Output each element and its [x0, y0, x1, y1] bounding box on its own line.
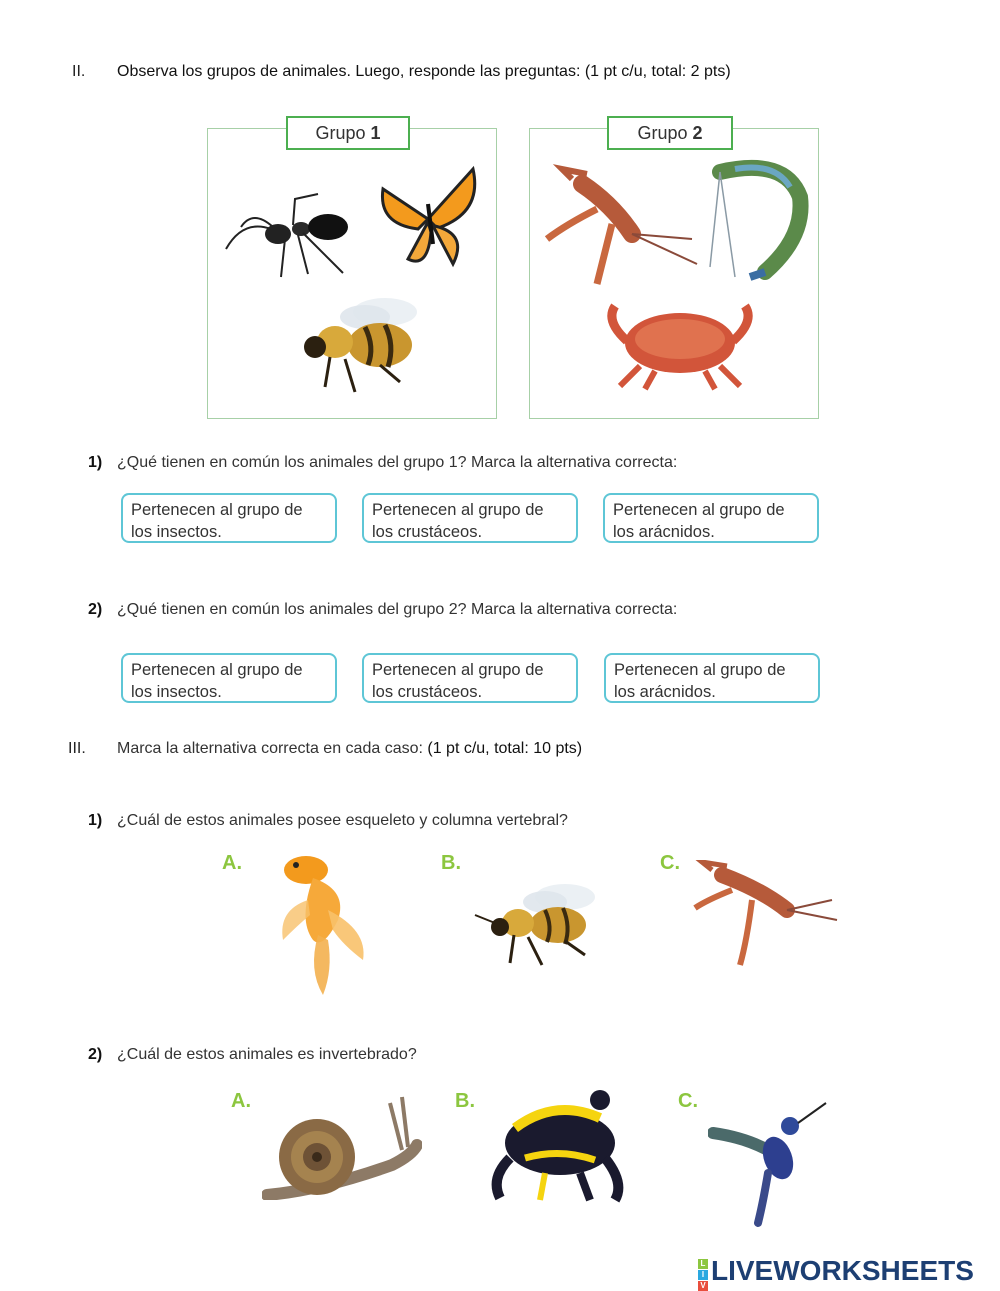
section-3-instruction — [117, 740, 582, 758]
crab-image — [605, 301, 755, 391]
group-1-label-number: 1 — [370, 123, 381, 143]
bee-option-image[interactable] — [470, 875, 605, 970]
question-2-1-text: ¿Qué tienen en común los animales del grupo 1? Marca la alternativa correcta: — [117, 454, 678, 471]
section-2-instruction: Observa los grupos de animales. Luego, responde las preguntas: (1 pt c/u, total: 2 pts) — [117, 63, 731, 80]
question-2-2-text: ¿Qué tienen en común los animales del grupo 2? Marca la alternativa correcta: — [117, 601, 678, 618]
crayfish-image — [542, 164, 707, 289]
group-2-box — [529, 128, 819, 419]
snail-image[interactable] — [262, 1095, 422, 1200]
group-2-label-word: Grupo — [637, 123, 688, 143]
frog-image[interactable] — [485, 1088, 630, 1208]
bee-image — [290, 287, 425, 397]
group-1-label — [286, 116, 410, 150]
question-2-2-option-crustaceans[interactable]: Pertenecen al grupo de los crustáceos. — [362, 653, 578, 703]
section-3-instruction-text: Marca la alternativa correcta en cada caso: — [117, 740, 428, 757]
question-3-2-letter-c[interactable]: C. — [678, 1090, 698, 1112]
question-2-1-number: 1) — [88, 454, 103, 471]
shrimp-image — [705, 157, 815, 282]
section-3-number: III. — [68, 740, 86, 757]
section-2-number: II. — [72, 63, 86, 80]
question-3-1-text: ¿Cuál de estos animales posee esqueleto y columna vertebral? — [117, 812, 568, 829]
goldfish-image[interactable] — [268, 850, 378, 1000]
question-2-2-number: 2) — [88, 601, 103, 618]
question-3-1-letter-c[interactable]: C. — [660, 852, 680, 874]
group-2-label-number: 2 — [692, 123, 703, 143]
butterfly-image — [373, 164, 483, 274]
logo-block-l: L — [698, 1259, 708, 1269]
hummingbird-image[interactable] — [708, 1098, 833, 1228]
question-2-1-option-arachnids[interactable]: Pertenecen al grupo de los arácnidos. — [603, 493, 819, 543]
question-3-2-number: 2) — [88, 1046, 103, 1063]
question-3-2-text: ¿Cuál de estos animales es invertebrado? — [117, 1046, 417, 1063]
section-3-instruction-points: (1 pt c/u, total: 10 pts) — [427, 740, 583, 757]
question-3-1-number: 1) — [88, 812, 103, 829]
ant-image — [223, 189, 358, 279]
question-2-2-option-insects[interactable]: Pertenecen al grupo de los insectos. — [121, 653, 337, 703]
group-1-box — [207, 128, 497, 419]
logo-block-v: V — [698, 1281, 708, 1291]
question-2-1-option-insects[interactable]: Pertenecen al grupo de los insectos. — [121, 493, 337, 543]
question-3-1-letter-a[interactable]: A. — [222, 852, 242, 874]
liveworksheets-logo-blocks — [698, 1259, 708, 1291]
question-2-1-option-crustaceans[interactable]: Pertenecen al grupo de los crustáceos. — [362, 493, 578, 543]
liveworksheets-logo[interactable]: LIVEWORKSHEETS — [711, 1255, 974, 1286]
question-2-2-option-arachnids[interactable]: Pertenecen al grupo de los arácnidos. — [604, 653, 820, 703]
group-2-label — [607, 116, 733, 150]
group-1-label-word: Grupo — [315, 123, 366, 143]
logo-block-i: I — [698, 1270, 708, 1280]
question-3-2-letter-b[interactable]: B. — [455, 1090, 475, 1112]
crayfish-option-image[interactable] — [692, 860, 842, 970]
question-3-2-letter-a[interactable]: A. — [231, 1090, 251, 1112]
question-3-1-letter-b[interactable]: B. — [441, 852, 461, 874]
